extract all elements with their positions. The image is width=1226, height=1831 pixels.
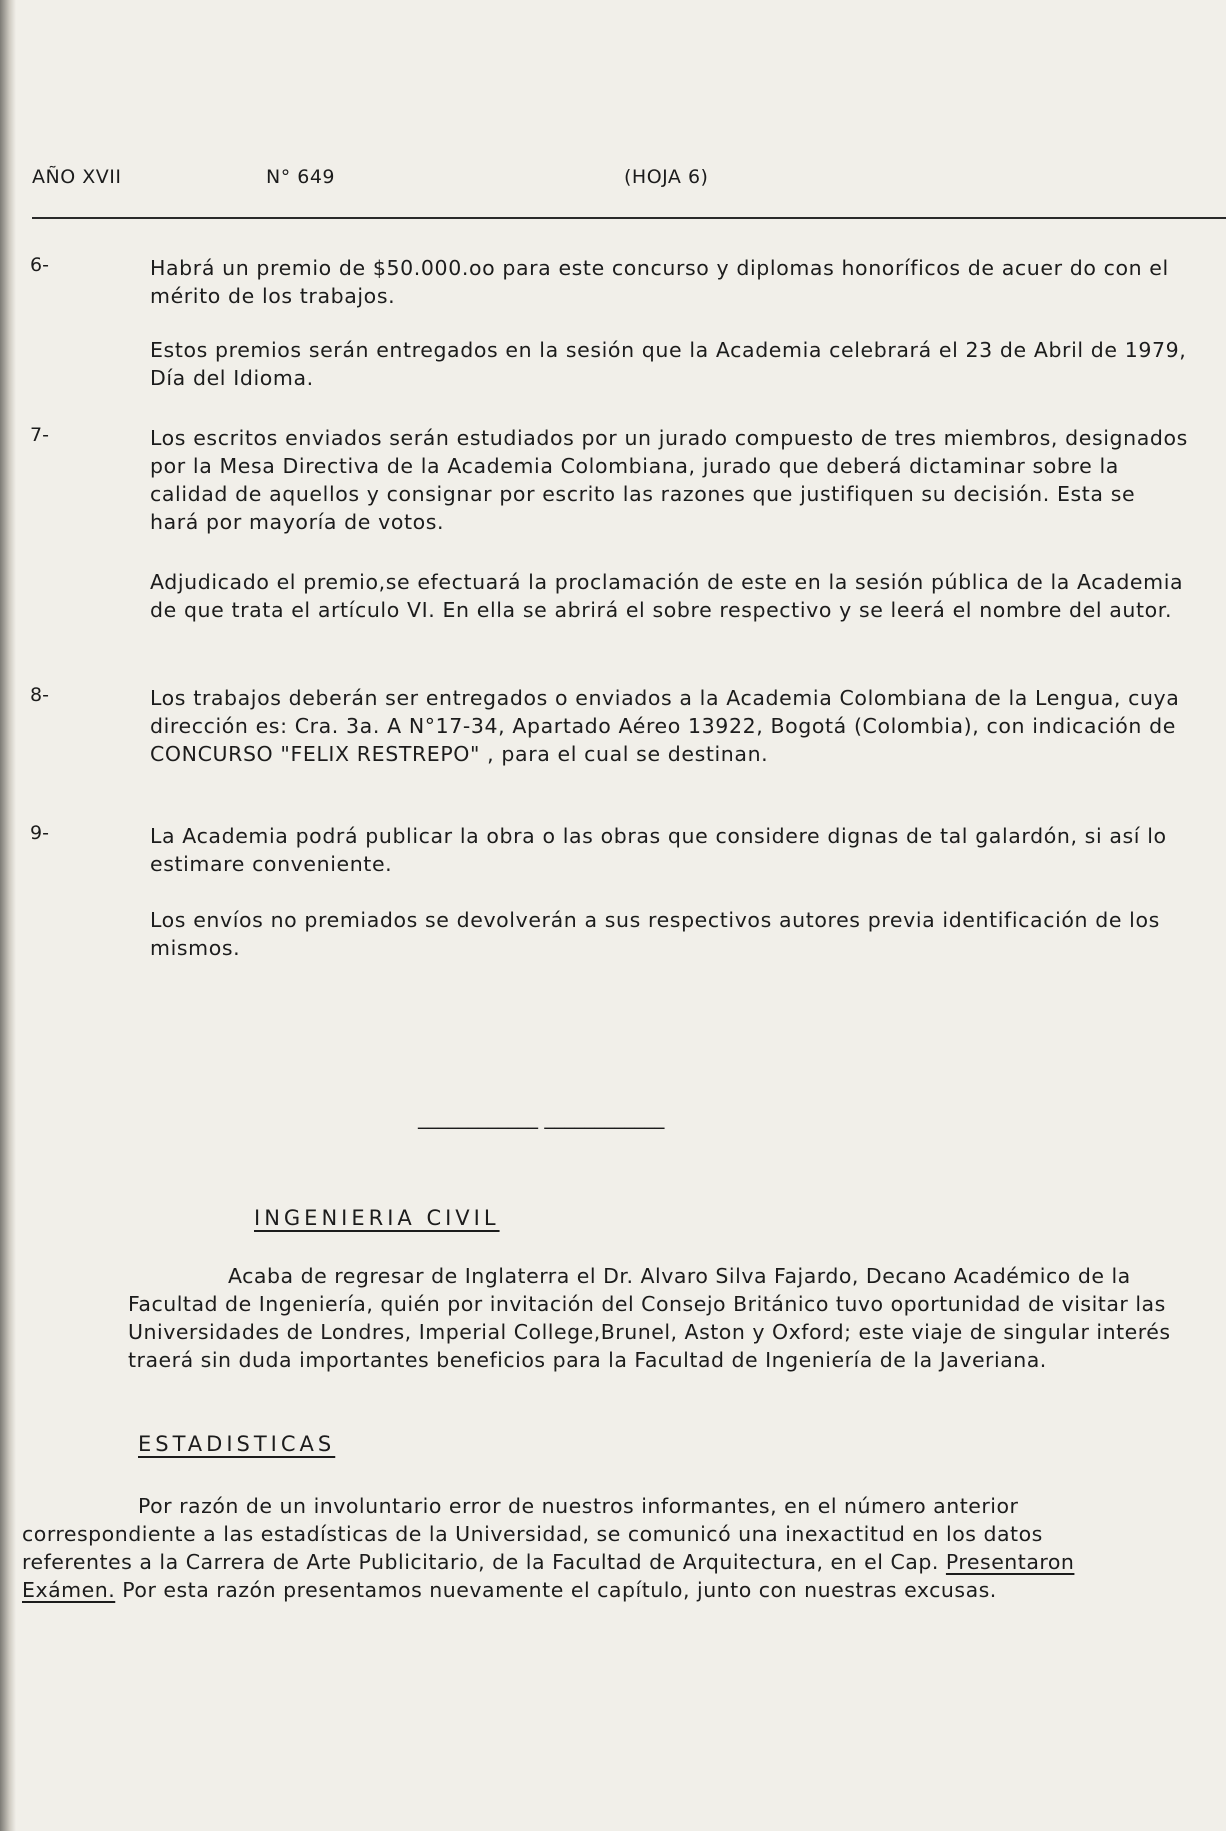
estadisticas-title: ESTADISTICAS bbox=[138, 1432, 336, 1456]
item-7-paragraph-1: Los escritos enviados serán estudiados por un jurado compuesto de tres miembros, designados por la Mesa Directiva de la Academia Colombiana, jurado que deberá dictaminar sobre la calidad de aquellos y consignar por escrito las razones que justifiquen su decisión. Esta se hará por mayoría de votos. bbox=[150, 426, 1188, 534]
section-separator: ____________ ____________ bbox=[418, 1105, 665, 1129]
ingenieria-civil-body: Acaba de regresar de Inglaterra el Dr. Alvaro Silva Fajardo, Decano Académico de la Facultad de Ingeniería, quién por invitación del Consejo Británico tuvo oportunidad de visitar las Universidades de Londres, Imperial College,Brunel, Aston y Oxford; este viaje de singular interés traerá sin duda importantes beneficios para la Facultad de Ingeniería de la Javeriana. bbox=[128, 1264, 1171, 1372]
item-9-paragraph-2: Los envíos no premiados se devolverán a sus respectivos autores previa identificación de los mismos. bbox=[150, 908, 1160, 960]
ingenieria-civil-title: INGENIERIA CIVIL bbox=[254, 1206, 500, 1230]
header-rule bbox=[32, 217, 1226, 219]
item-number-8: 8- bbox=[30, 684, 49, 706]
header-year: AÑO XVII bbox=[32, 166, 122, 188]
item-8-paragraph-1: Los trabajos deberán ser entregados o enviados a la Academia Colombiana de la Lengua, cuya dirección es: Cra. 3a. A N°17-34, Apartado Aéreo 13922, Bogotá (Colombia), con indicación de CONCURSO "FELIX RESTREPO" , para el cual se destinan. bbox=[150, 686, 1180, 766]
item-9-paragraph-1: La Academia podrá publicar la obra o las obras que considere dignas de tal galardón, si así lo estimare conveniente. bbox=[150, 824, 1167, 876]
estadisticas-text-before: Por razón de un involuntario error de nuestros informantes, en el número anterior correspondiente a las estadísticas de la Universidad, se comunicó una inexactitud en los datos referentes a la Carrera de Arte Publicitario, de la Facultad de Arquitectura, en el Cap. bbox=[22, 1494, 1043, 1574]
page-binding-shadow bbox=[0, 0, 16, 1831]
header-number: N° 649 bbox=[266, 166, 336, 188]
item-7-paragraph-2: Adjudicado el premio,se efectuará la proclamación de este en la sesión pública de la Academia de que trata el artículo VI. En ella se abrirá el sobre respectivo y se leerá el nombre del autor. bbox=[150, 570, 1184, 622]
estadisticas-chapter-reference: Presentaron Exámen. bbox=[22, 1550, 1075, 1602]
item-6-paragraph-1: Habrá un premio de $50.000.oo para este concurso y diplomas honoríficos de acuer do con el mérito de los trabajos. bbox=[150, 256, 1169, 308]
item-number-6: 6- bbox=[30, 254, 49, 276]
item-6-paragraph-2: Estos premios serán entregados en la sesión que la Academia celebrará el 23 de Abril de 1979, Día del Idioma. bbox=[150, 338, 1187, 390]
item-number-9: 9- bbox=[30, 822, 49, 844]
estadisticas-body bbox=[22, 1492, 1152, 1604]
item-number-7: 7- bbox=[30, 424, 49, 446]
header-sheet: (HOJA 6) bbox=[624, 166, 709, 188]
estadisticas-text-after: Por esta razón presentamos nuevamente el capítulo, junto con nuestras excusas. bbox=[115, 1578, 997, 1602]
